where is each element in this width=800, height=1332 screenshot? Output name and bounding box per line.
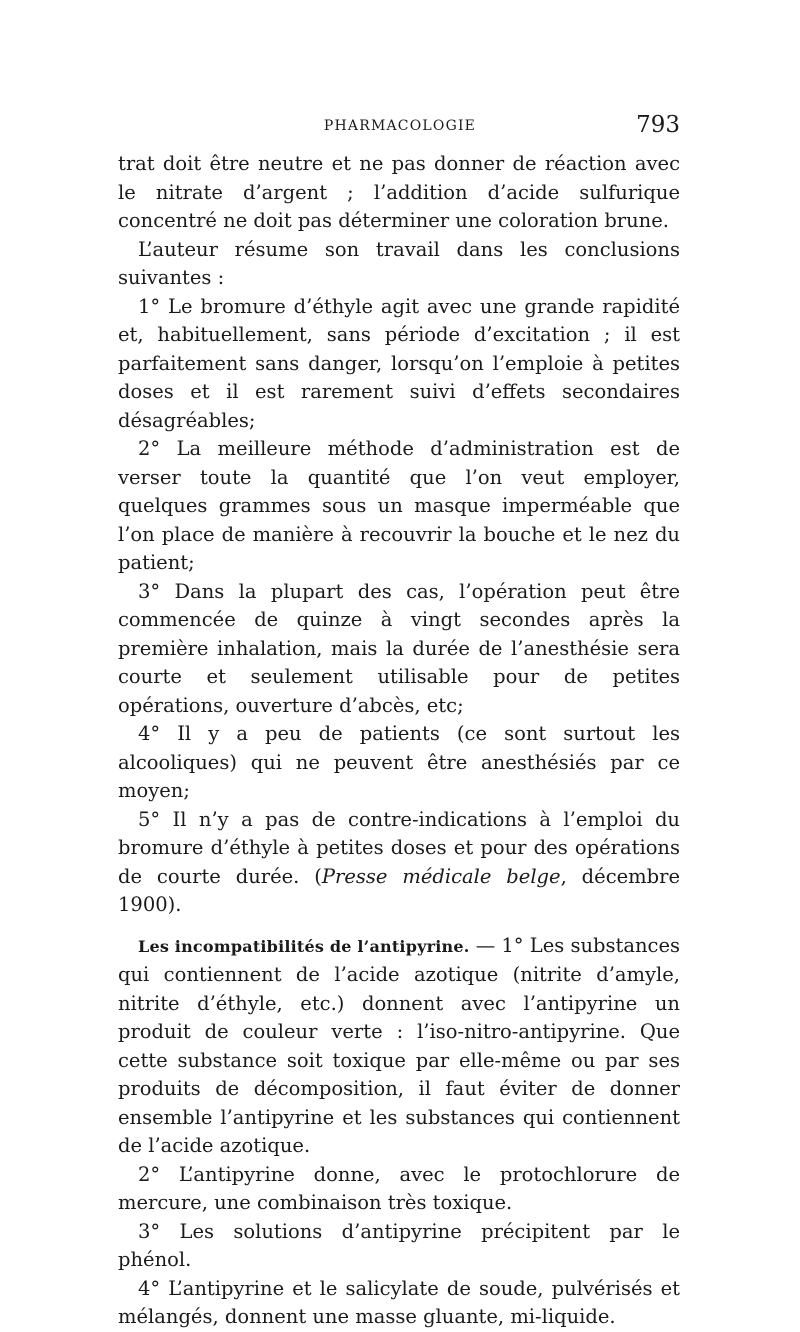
conclusion-item-5-text: 5° Il n’y a pas de contre-indications à l’emploi du bromure d’éthyle à petites doses et pour des opérations de courte durée. (: [118, 807, 680, 888]
section-title: Les incompatibilités de l’antipyrine.: [138, 936, 470, 956]
page-header: [120, 112, 680, 142]
conclusion-item-5: [118, 806, 680, 920]
section-item-1: — 1° Les substances qui contiennent de l’acide azotique (nitrite d’amyle, nitrite d’éthyle, etc.) donnent avec l’antipyrine un produit de couleur verte : l’iso-nitro-antipyrine. Que cette substance soit toxique par elle-même ou par ses produits de décomposition, il faut éviter de donner ensemble l’antipyrine et les substances qui contiennent de l’acide azotique.: [118, 933, 680, 1157]
section-item-2: 2° L’antipyrine donne, avec le protochlorure de mercure, une combinaison très toxique.: [118, 1162, 680, 1214]
conclusion-item-1: 1° Le bromure d’éthyle agit avec une grande rapidité et, habituellement, sans période d’excitation ; il est parfaitement sans danger, lorsqu’on l’emploie à petites doses et il est rarement suivi d’effets secondaires désagréables;: [118, 294, 680, 432]
paragraph-summary-intro: L’auteur résume son travail dans les conclusions suivantes :: [118, 237, 680, 289]
section-item-3: 3° Les solutions d’antipyrine précipitent par le phénol.: [118, 1219, 680, 1271]
page-number: 793: [636, 112, 680, 138]
section-antipyrine-intro: [118, 932, 680, 1161]
main-text: [118, 150, 680, 1332]
conclusion-item-3: 3° Dans la plupart des cas, l’opération peut être commencée de quinze à vingt secondes après la première inhalation, mais la durée de l’anesthésie sera courte et seulement utilisable pour de petites opérations, ouverture d’abcès, etc;: [118, 579, 680, 717]
paragraph-continuation: trat doit être neutre et ne pas donner de réaction avec le nitrate d’argent ; l’addition d’acide sulfurique concentré ne doit pas déterminer une coloration brune.: [118, 152, 680, 232]
citation-date: , décembre 1900).: [118, 864, 680, 916]
section-item-4: 4° L’antipyrine et le salicylate de soude, pulvérisés et mélangés, donnent une masse gluante, mi-liquide.: [118, 1276, 680, 1328]
conclusion-item-4: 4° Il y a peu de patients (ce sont surtout les alcooliques) qui ne peuvent être anesthésiés par ce moyen;: [118, 722, 680, 802]
conclusion-item-2: 2° La meilleure méthode d’administration est de verser toute la quantité que l’on veut employer, quelques grammes sous un masque imperméable que l’on place de manière à recouvrir la bouche et le nez du patient;: [118, 437, 680, 574]
running-title: PHARMACOLOGIE: [323, 118, 477, 134]
citation-source: Presse médicale belge: [321, 864, 561, 888]
